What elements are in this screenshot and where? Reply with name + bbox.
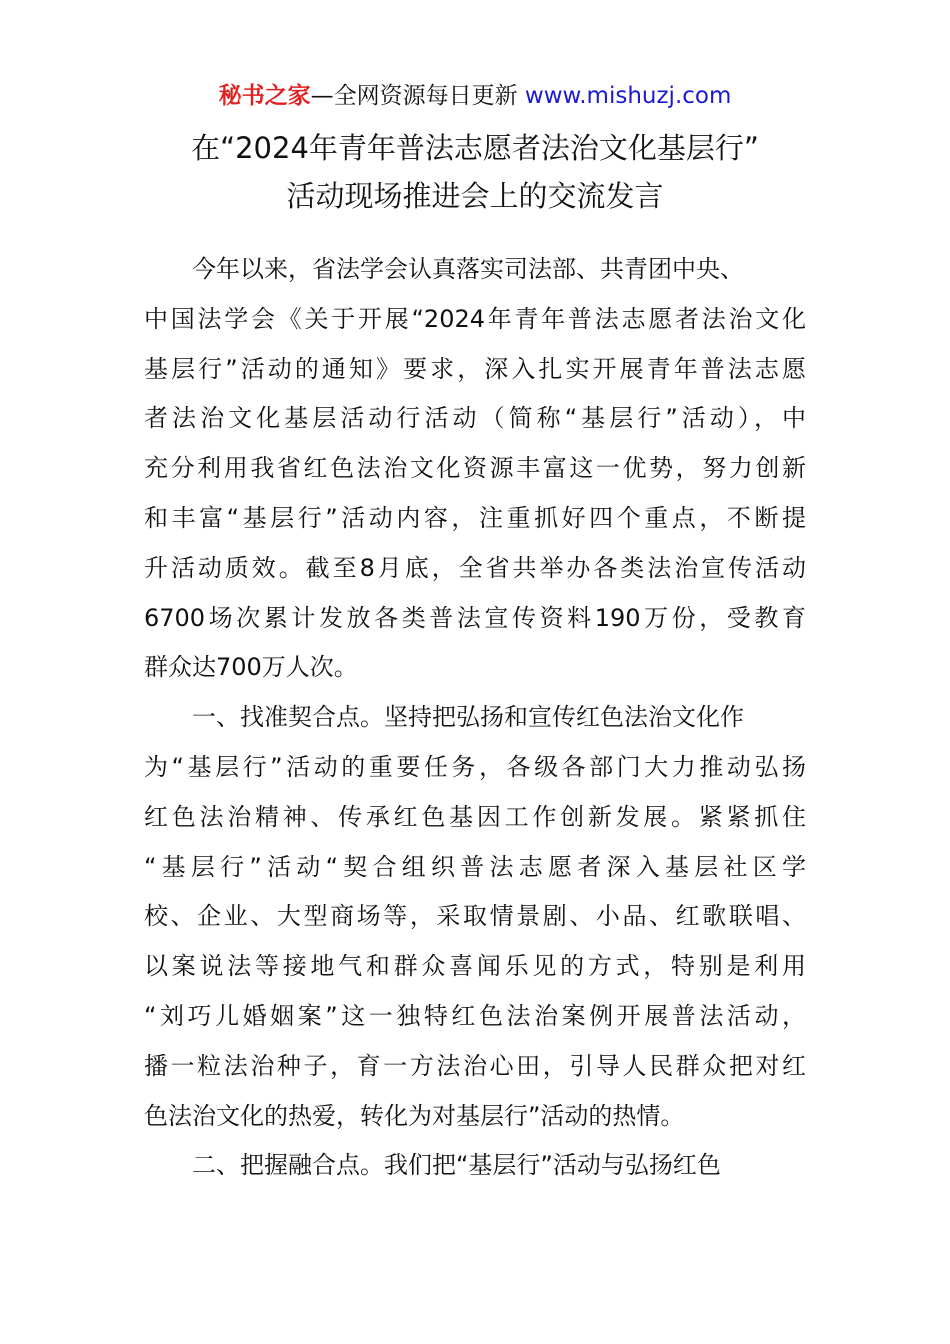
document-title: [0, 124, 950, 220]
site-header: [0, 80, 950, 112]
paragraph-line: 升活动质效。截至8月底，全省共举办各类法治宣传活动: [144, 553, 806, 582]
paragraph-line: 校、企业、大型商场等，采取情景剧、小品、红歌联唱、: [144, 902, 806, 931]
paragraph-line: 一、找准契合点。坚持把弘扬和宣传红色法治文化作: [192, 703, 744, 732]
paragraph-line: “基层行”活动“契合组织普法志愿者深入基层社区学: [144, 852, 806, 881]
site-url-link[interactable]: www.mishuzj.com: [524, 83, 732, 109]
paragraph-line: 和丰富“基层行”活动内容，注重抓好四个重点，不断提: [144, 503, 806, 532]
paragraph-line: 中国法学会《关于开展“2024年青年普法志愿者法治文化: [144, 304, 806, 333]
paragraph-line: 充分利用我省红色法治文化资源丰富这一优势，努力创新: [144, 454, 806, 483]
paragraph-line: 播一粒法治种子，育一方法治心田，引导人民群众把对红: [144, 1051, 806, 1080]
paragraph-line: 为“基层行”活动的重要任务，各级各部门大力推动弘扬: [144, 752, 806, 781]
paragraph-line: “刘巧儿婚姻案”这一独特红色法治案例开展普法活动，: [144, 1001, 806, 1030]
title-line-1: 在“2024年青年普法志愿者法治文化基层行”: [191, 131, 759, 165]
paragraph-line: 6700场次累计发放各类普法宣传资料190万份，受教育: [144, 603, 806, 632]
title-line-2: 活动现场推进会上的交流发言: [286, 179, 664, 213]
paragraph-line: 者法治文化基层活动行活动（简称“基层行”活动），中: [144, 404, 806, 433]
document-body: [144, 245, 806, 1191]
paragraph-line: 色法治文化的热爱，转化为对基层行”活动的热情。: [144, 1101, 685, 1130]
paragraph-line: 基层行”活动的通知》要求，深入扎实开展青年普法志愿: [144, 354, 806, 383]
paragraph-line: 以案说法等接地气和群众喜闻乐见的方式，特别是利用: [144, 952, 806, 981]
paragraph-line: 二、把握融合点。我们把“基层行”活动与弘扬红色: [192, 1151, 721, 1180]
header-tagline: —全网资源每日更新: [310, 83, 525, 109]
brand-name: 秘书之家: [218, 83, 311, 109]
paragraph-line: 群众达700万人次。: [144, 653, 358, 682]
paragraph-line: 今年以来，省法学会认真落实司法部、共青团中央、: [192, 255, 744, 283]
paragraph-line: 红色法治精神、传承红色基因工作创新发展。紧紧抓住: [144, 802, 806, 831]
